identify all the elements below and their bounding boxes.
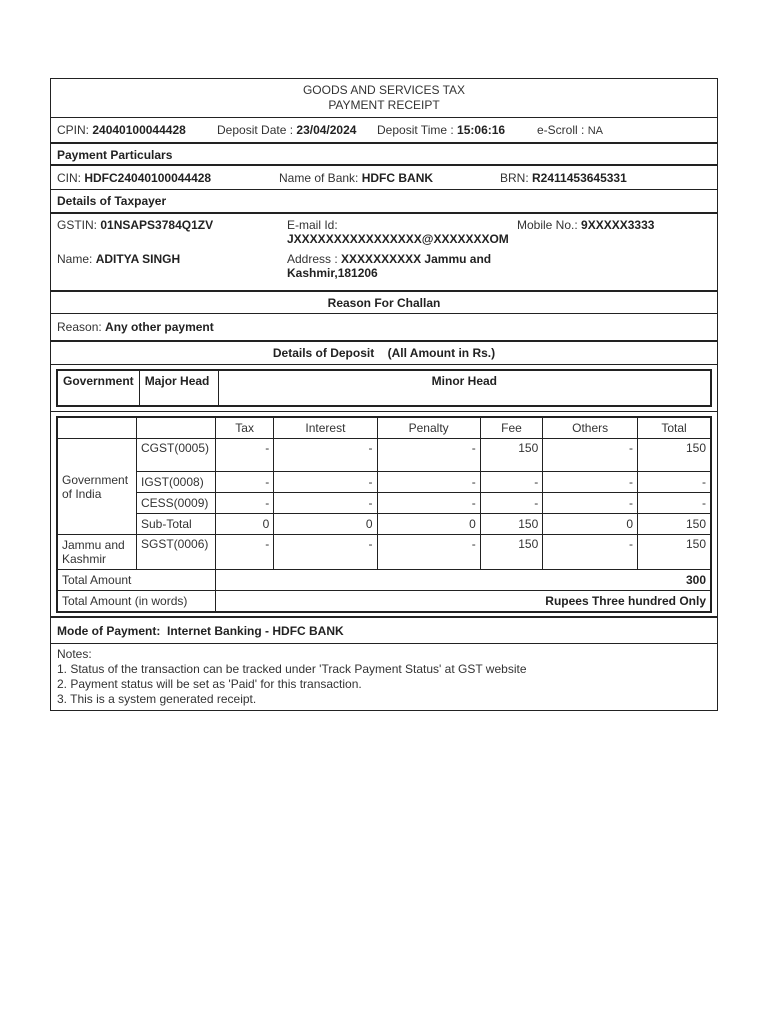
gov-india-label: Government of India bbox=[57, 439, 137, 535]
amount-section bbox=[51, 416, 717, 617]
head-minor: Minor Head bbox=[218, 370, 711, 406]
amount-in-words: Rupees Three hundred Only bbox=[216, 591, 712, 613]
receipt-header bbox=[51, 79, 717, 118]
email-value: JXXXXXXXXXXXXXXXX@XXXXXXXOM bbox=[287, 232, 509, 246]
head-major: Major Head bbox=[139, 370, 218, 406]
payment-particulars-title: Payment Particulars bbox=[51, 144, 717, 166]
total-row: Total Amount 300 bbox=[57, 570, 711, 591]
table-row: Sub-Total 0 0 0 150 0 150 bbox=[57, 514, 711, 535]
info-row: CPIN: 24040100044428 Deposit Date : 23/04/2024 Deposit Time : 15:06:16 e-Scroll : NA bbox=[51, 118, 717, 144]
bank-name: HDFC BANK bbox=[361, 170, 434, 185]
col-header: Others bbox=[543, 417, 638, 439]
table-row: Jammu and Kashmir SGST(0006) - - - 150 - 150 bbox=[57, 535, 711, 570]
deposit-head-table bbox=[56, 369, 712, 407]
reason-value: Any other payment bbox=[105, 320, 214, 334]
payment-mode-row: Mode of Payment: Internet Banking - HDFC BANK bbox=[51, 617, 717, 644]
col-header: Tax bbox=[216, 417, 274, 439]
payment-receipt bbox=[50, 78, 718, 711]
taxpayer-details: GSTIN: 01NSAPS3784Q1ZV E-mail Id: JXXXXXXXXXXXXXXXX@XXXXXXXOM Mobile No.: 9XXXXX3333 Name: ADITYA SINGH Address : XXXXXXXXXX Jammu and Kashmir,181206 bbox=[51, 214, 717, 292]
header-line1: GOODS AND SERVICES TAX bbox=[302, 83, 466, 97]
reason-title: Reason For Challan bbox=[51, 292, 717, 314]
deposit-section bbox=[51, 369, 717, 412]
table-row: CESS(0009) - - - - - - bbox=[57, 493, 711, 514]
deposit-time: 15:06:16 bbox=[457, 123, 506, 137]
cpin-value: 24040100044428 bbox=[92, 123, 186, 137]
table-row: IGST(0008) - - - - - - bbox=[57, 472, 711, 493]
col-header: Fee bbox=[480, 417, 543, 439]
notes: Notes: 1. Status of the transaction can be tracked under 'Track Payment Status' at GST website 2. Payment status will be set as 'Paid' for this transaction. 3. This is a system generated receipt. bbox=[51, 644, 717, 710]
total-amount: 300 bbox=[216, 570, 712, 591]
deposit-date: 23/04/2024 bbox=[296, 123, 357, 137]
col-header: Interest bbox=[274, 417, 377, 439]
note-item: 3. This is a system generated receipt. bbox=[57, 692, 257, 706]
brn-value: R2411453645331 bbox=[532, 170, 627, 185]
taxpayer-name: ADITYA SINGH bbox=[95, 252, 181, 266]
col-header: Total bbox=[638, 417, 711, 439]
col-header: Penalty bbox=[377, 417, 480, 439]
note-item: 2. Payment status will be set as 'Paid' for this transaction. bbox=[57, 677, 362, 691]
cin-value: HDFC24040100044428 bbox=[84, 170, 212, 185]
payment-particulars-row: CIN: HDFC24040100044428 Name of Bank: HDFC BANK BRN: R2411453645331 bbox=[51, 166, 717, 190]
taxpayer-title: Details of Taxpayer bbox=[51, 190, 717, 214]
jk-label: Jammu and Kashmir bbox=[57, 535, 137, 570]
words-row: Total Amount (in words) Rupees Three hundred Only bbox=[57, 591, 711, 613]
table-row: Government of India CGST(0005) - - - 150 - 150 bbox=[57, 439, 711, 472]
note-item: 1. Status of the transaction can be tracked under 'Track Payment Status' at GST website bbox=[57, 662, 527, 676]
header-line2: PAYMENT RECEIPT bbox=[328, 98, 440, 112]
escroll-value: NA bbox=[587, 125, 603, 137]
gstin-value: 01NSAPS3784Q1ZV bbox=[100, 218, 214, 232]
reason-row: Reason: Any other payment bbox=[51, 314, 717, 342]
deposit-title: Details of Deposit (All Amount in Rs.) bbox=[51, 342, 717, 365]
mobile-value: 9XXXXX3333 bbox=[581, 218, 655, 232]
amount-table bbox=[56, 416, 712, 613]
payment-mode-value: Internet Banking - HDFC BANK bbox=[167, 624, 344, 638]
address-value: XXXXXXXXXX Jammu and Kashmir,181206 bbox=[287, 252, 492, 280]
head-government: Government bbox=[57, 370, 139, 406]
